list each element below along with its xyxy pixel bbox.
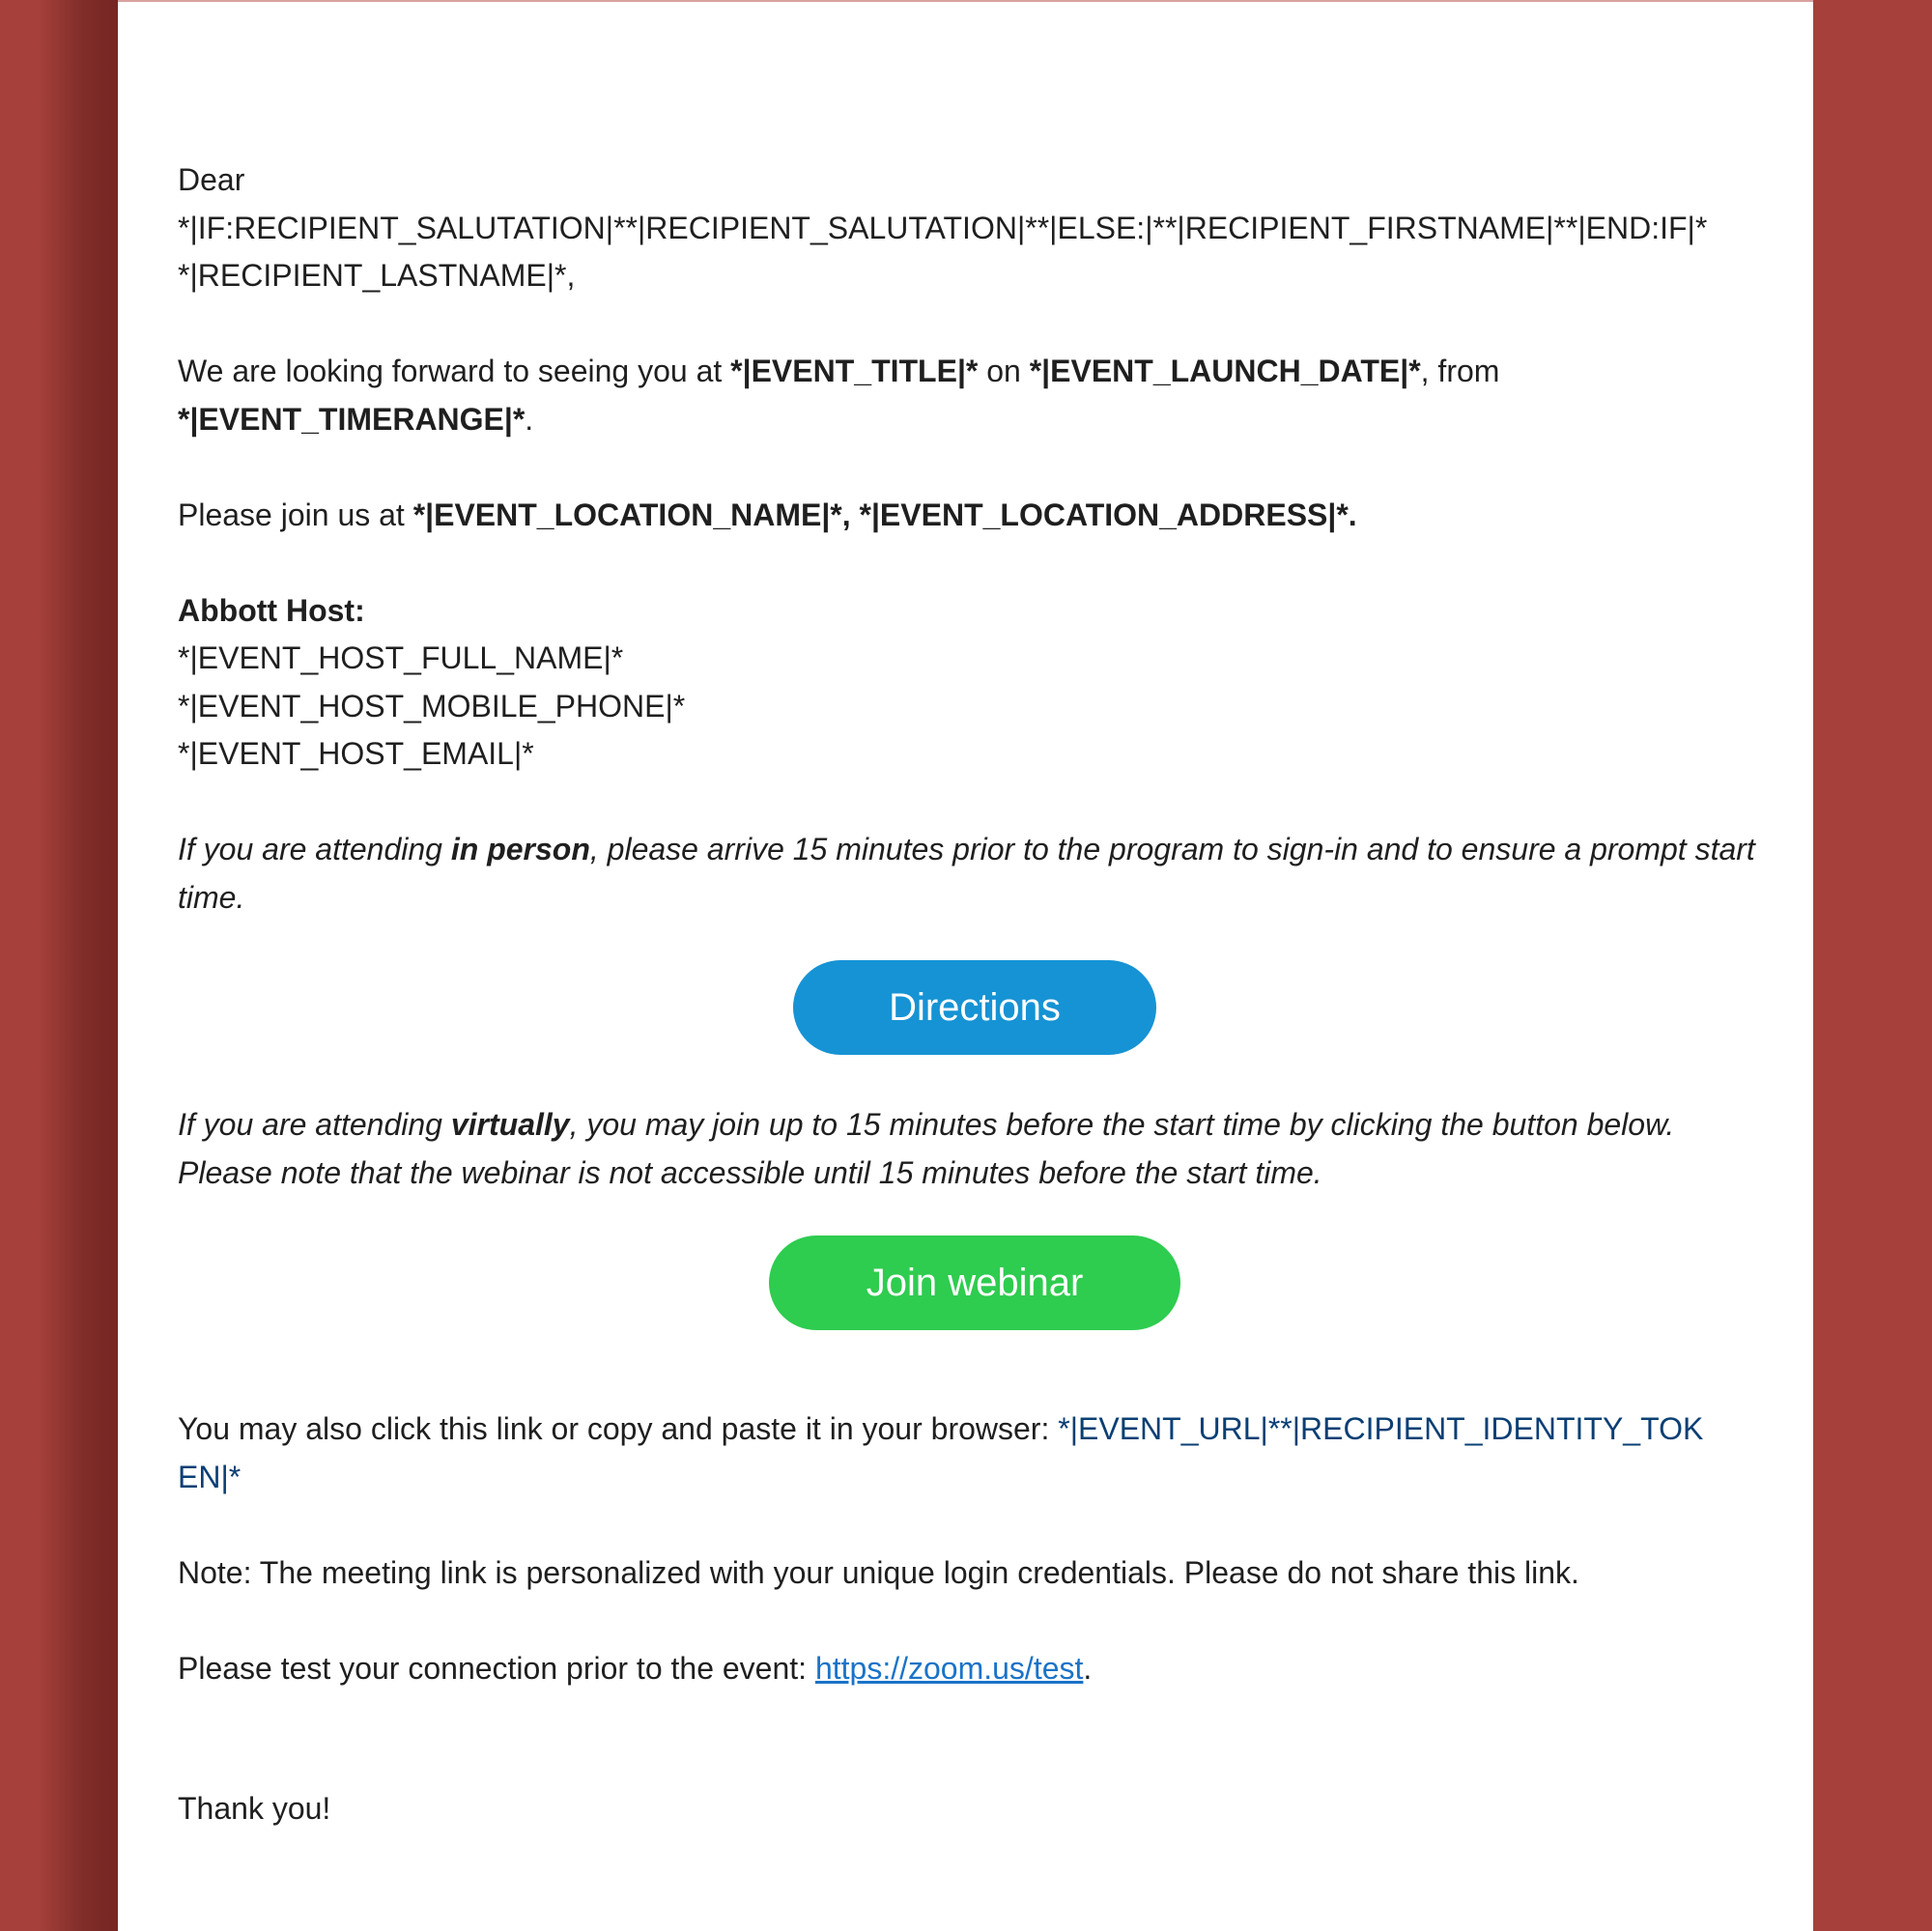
test-end: . — [1083, 1650, 1093, 1686]
in-person-suffix: , please arrive 15 minutes prior to the program to sign-in and to ensure a prompt start time. — [178, 832, 1755, 915]
location-prefix: Please join us at — [178, 497, 413, 532]
host-full-name: *|EVENT_HOST_FULL_NAME|* — [178, 640, 624, 675]
event-title: *|EVENT_TITLE|* — [730, 354, 979, 388]
in-person-prefix: If you are attending — [178, 832, 451, 866]
intro-end: . — [525, 401, 534, 437]
salutation-line: *|IF:RECIPIENT_SALUTATION|**|RECIPIENT_SALUTATION|**|ELSE:|**|RECIPIENT_FIRSTNAME|**|END:IF|* — [178, 210, 1708, 245]
virtual-paragraph — [178, 1101, 1772, 1197]
lastname-line: *|RECIPIENT_LASTNAME|*, — [178, 258, 576, 293]
host-email: *|EVENT_HOST_EMAIL|* — [178, 736, 534, 771]
link-paragraph — [178, 1406, 1772, 1501]
event-launch-date: *|EVENT_LAUNCH_DATE|* — [1029, 354, 1421, 388]
join-button-wrap — [178, 1197, 1772, 1406]
directions-button[interactable]: Directions — [793, 960, 1156, 1055]
event-url-link[interactable]: *|EVENT_URL|**|RECIPIENT_IDENTITY_TOK — [1058, 1411, 1704, 1446]
email-body — [118, 0, 1813, 1931]
closing: Thank you! — [178, 1790, 331, 1826]
link-prefix: You may also click this link or copy and paste it in your browser: — [178, 1411, 1059, 1446]
intro-from: , from — [1420, 354, 1500, 388]
join-webinar-button[interactable]: Join webinar — [769, 1235, 1180, 1330]
test-paragraph — [178, 1645, 1772, 1693]
host-mobile-phone: *|EVENT_HOST_MOBILE_PHONE|* — [178, 688, 686, 724]
event-timerange: *|EVENT_TIMERANGE|* — [178, 401, 526, 437]
greeting: Dear — [178, 162, 245, 197]
location-address: *|EVENT_LOCATION_ADDRESS|*. — [859, 497, 1357, 532]
note-paragraph: Note: The meeting link is personalized with your unique login credentials. Please do not share this link. — [178, 1554, 1579, 1590]
spacer — [178, 1741, 1772, 1785]
in-person-paragraph — [178, 826, 1772, 922]
location-name: *|EVENT_LOCATION_NAME|* — [412, 497, 842, 532]
virtual-suffix: , you may join up to 15 minutes before the start time by clicking the button below. Please note that the webinar is not accessible until 15 minutes before the start time. — [178, 1107, 1675, 1190]
event-url-link-continued[interactable]: EN|* — [178, 1459, 242, 1494]
location-separator: , — [841, 497, 860, 532]
in-person-emphasis: in person — [450, 832, 590, 866]
intro-paragraph — [178, 348, 1772, 443]
test-prefix: Please test your connection prior to the event: — [178, 1650, 815, 1686]
page-shadow — [39, 0, 118, 1931]
directions-button-wrap — [178, 922, 1772, 1101]
host-heading-text: Abbott Host: — [178, 592, 365, 628]
virtual-emphasis: virtually — [450, 1107, 570, 1142]
intro-prefix: We are looking forward to seeing you at — [178, 354, 731, 388]
location-paragraph — [178, 492, 1772, 540]
email-content — [178, 156, 1772, 1832]
intro-on: on — [978, 354, 1030, 388]
virtual-prefix: If you are attending — [178, 1107, 451, 1142]
host-heading — [178, 587, 1772, 636]
zoom-test-link[interactable]: https://zoom.us/test — [814, 1650, 1084, 1686]
